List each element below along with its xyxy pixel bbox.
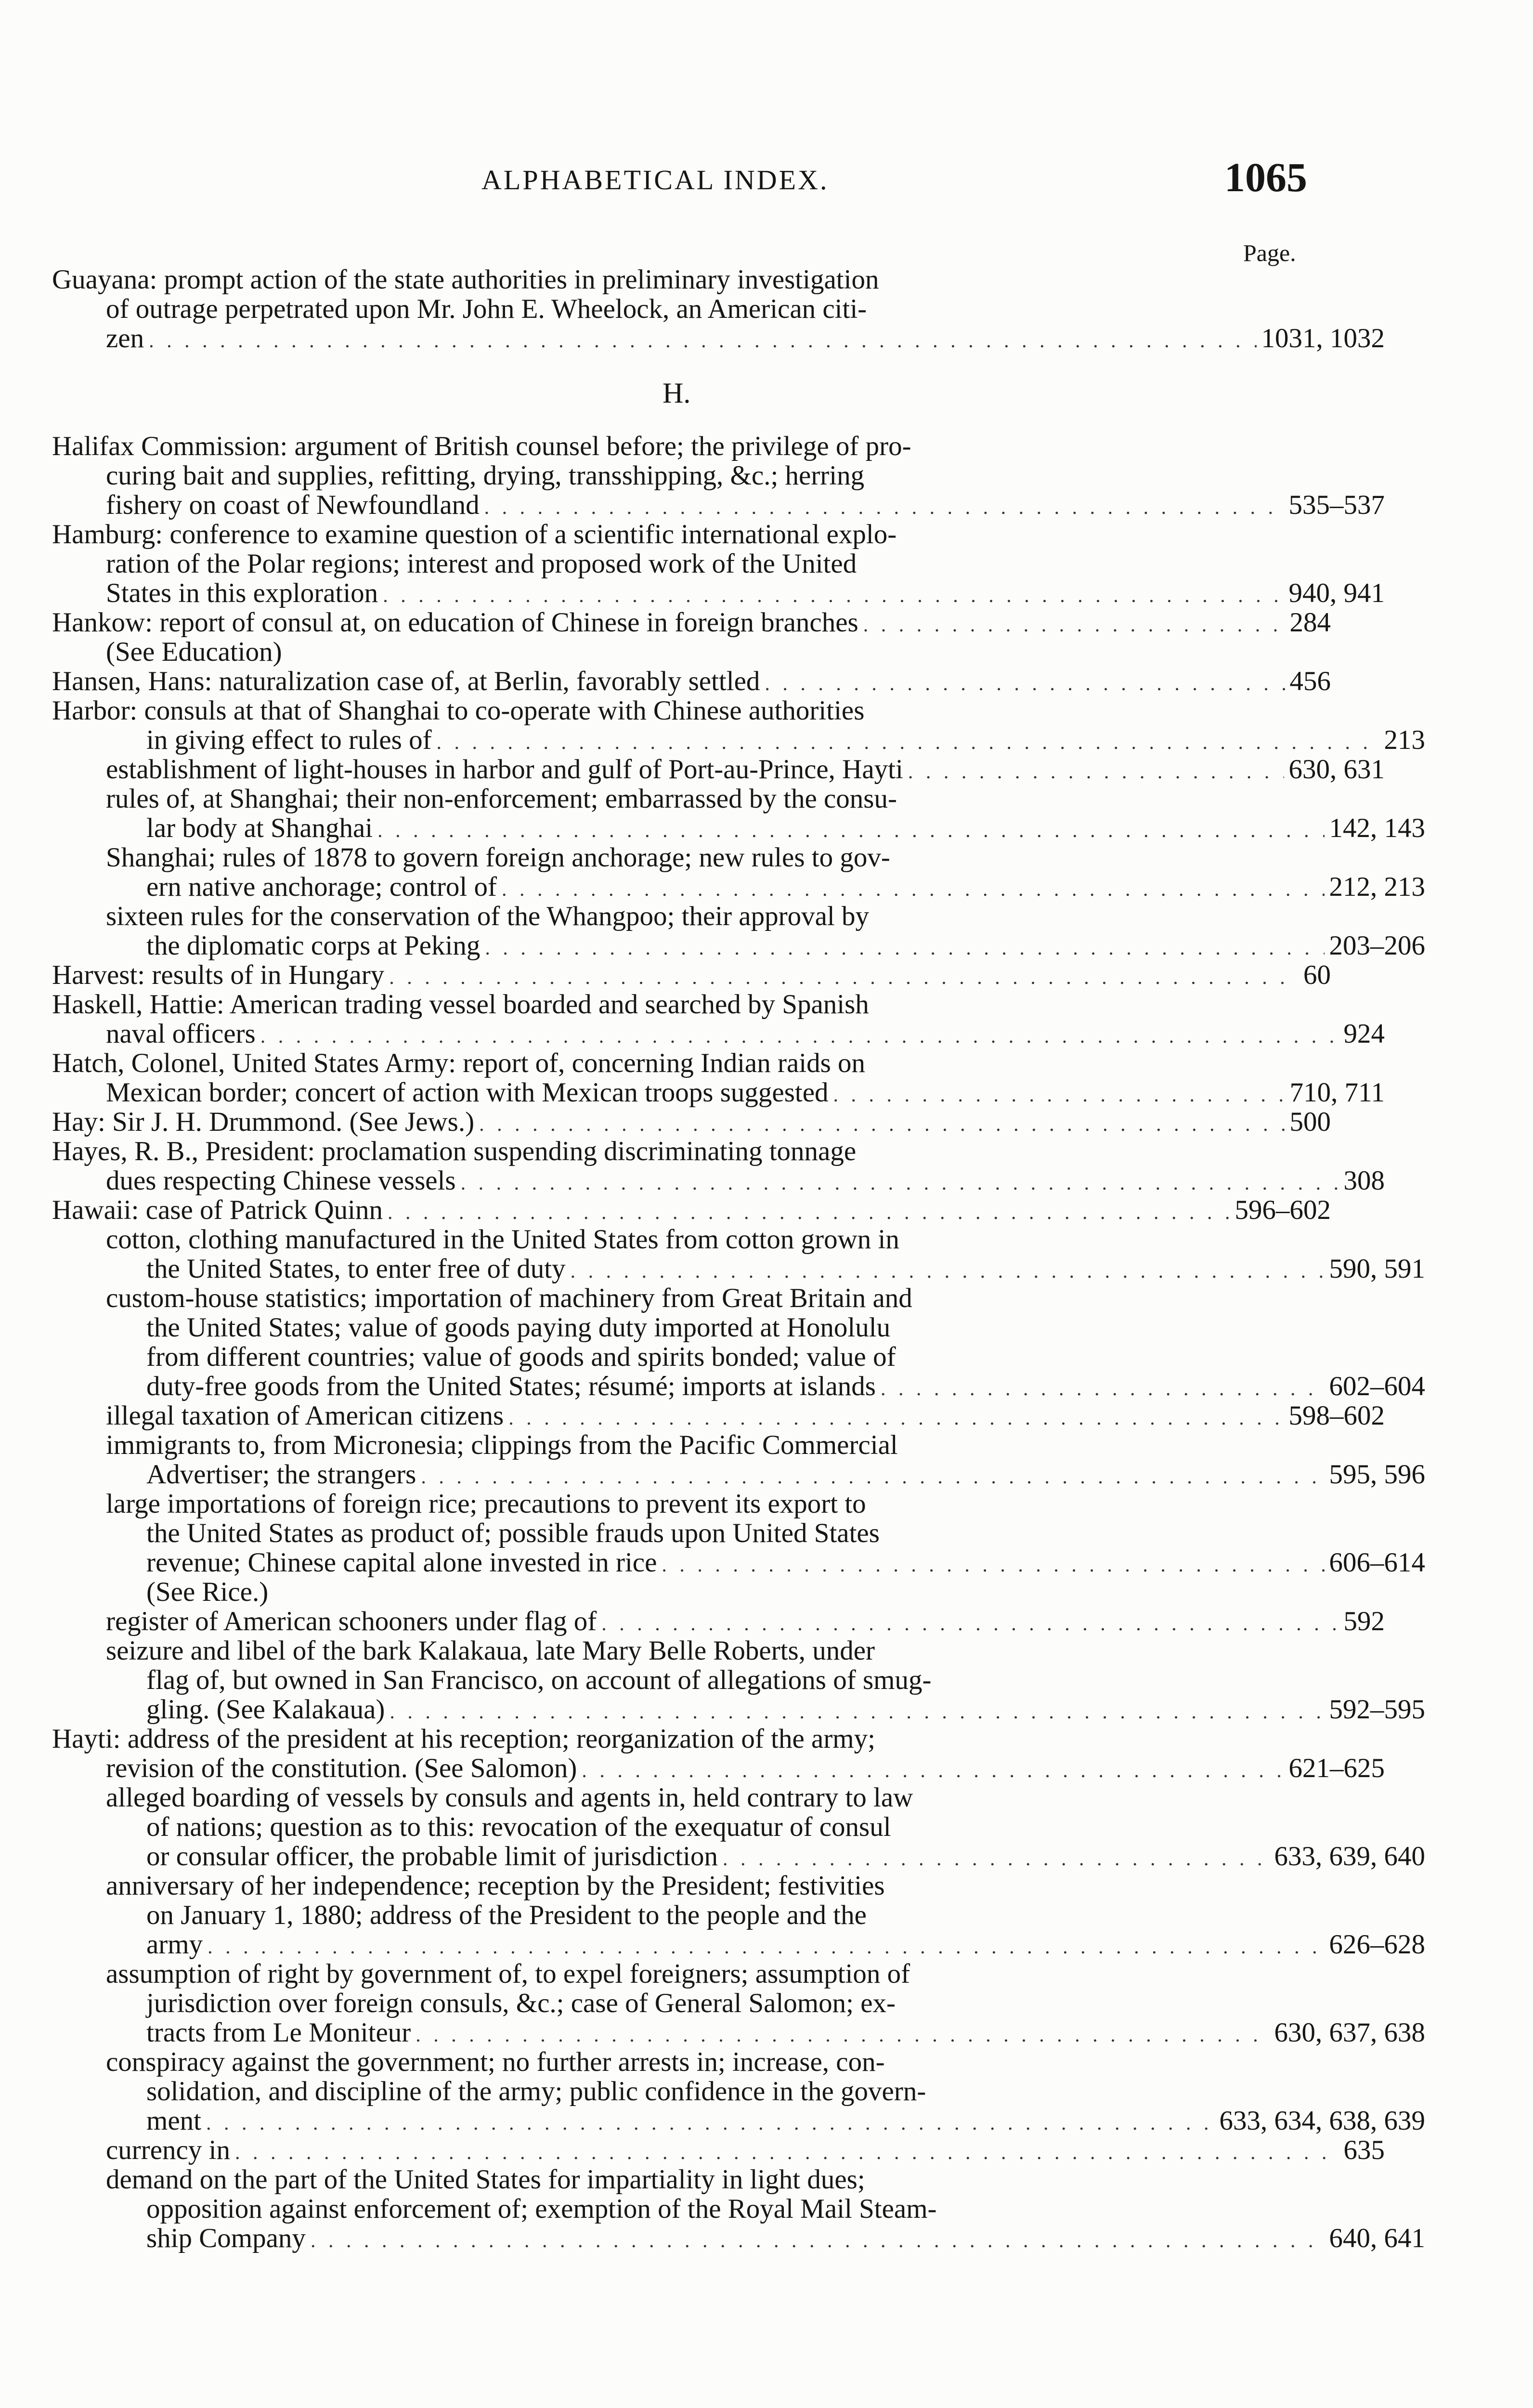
- index-line: register of American schooners under flag of . . . 592: [52, 1607, 1385, 1636]
- index-line: ment . . . 633, 634, 638, 639: [52, 2106, 1425, 2136]
- index-line: of outrage perpetrated upon Mr. John E. Wheelock, an American citi-: [106, 294, 867, 324]
- index-line: Harvest: results of in Hungary . . . 60: [52, 960, 1331, 990]
- index-line: immigrants to, from Micronesia; clippings from the Pacific Commercial: [106, 1430, 898, 1460]
- index-line: ern native anchorage; control of . . . 212, 213: [52, 872, 1425, 902]
- index-line: conspiracy against the government; no further arrests in; increase, con-: [106, 2047, 885, 2077]
- index-line: Hamburg: conference to examine question of a scientific international explo-: [52, 519, 897, 550]
- index-line: Haskell, Hattie: American trading vessel boarded and searched by Spanish: [52, 989, 869, 1020]
- index-line: of nations; question as to this: revocation of the exequatur of consul: [146, 1812, 891, 1842]
- index-line: revision of the constitution. (See Salomon) . . . 621–625: [52, 1754, 1385, 1783]
- index-line: or consular officer, the probable limit of jurisdiction . . . 633, 639, 640: [52, 1842, 1425, 1871]
- index-line: gling. (See Kalakaua) . . . 592–595: [52, 1695, 1425, 1725]
- index-line: rules of, at Shanghai; their non-enforcement; embarrassed by the consu-: [106, 784, 897, 814]
- index-line: ration of the Polar regions; interest and proposed work of the United: [106, 549, 857, 579]
- section-letter-heading: H.: [663, 377, 691, 409]
- index-line: curing bait and supplies, refitting, drying, transshipping, &c.; herring: [106, 460, 865, 491]
- index-line: sixteen rules for the conservation of the Whangpoo; their approval by: [106, 901, 869, 931]
- index-line: States in this exploration . . . 940, 941: [52, 578, 1385, 608]
- index-line: alleged boarding of vessels by consuls and agents in, held contrary to law: [106, 1782, 913, 1813]
- index-line: naval officers . . . 924: [52, 1019, 1385, 1049]
- index-line: illegal taxation of American citizens . . . 598–602: [52, 1401, 1385, 1431]
- index-line: Hankow: report of consul at, on education of Chinese in foreign branches . . . 284: [52, 608, 1331, 638]
- index-line: the United States as product of; possible frauds upon United States: [146, 1518, 880, 1548]
- index-line: Hay: Sir J. H. Drummond. (See Jews.) . . . 500: [52, 1107, 1331, 1137]
- index-line: duty-free goods from the United States; résumé; imports at islands . . . 602–604: [52, 1372, 1425, 1401]
- index-line: ship Company . . . 640, 641: [52, 2224, 1425, 2253]
- index-line: army . . . 626–628: [52, 1930, 1425, 1960]
- index-line: the diplomatic corps at Peking . . . 203–206: [52, 931, 1425, 961]
- index-line: dues respecting Chinese vessels . . . 308: [52, 1166, 1385, 1196]
- index-line: tracts from Le Moniteur . . . 630, 637, 638: [52, 2018, 1425, 2048]
- index-line: from different countries; value of goods and spirits bonded; value of: [146, 1342, 896, 1372]
- index-line: solidation, and discipline of the army; public confidence in the govern-: [146, 2076, 926, 2107]
- index-line: on January 1, 1880; address of the President to the people and the: [146, 1900, 867, 1930]
- index-line: Shanghai; rules of 1878 to govern foreign anchorage; new rules to gov-: [106, 842, 890, 873]
- index-line: Halifax Commission: argument of British counsel before; the privilege of pro-: [52, 431, 911, 461]
- index-line: flag of, but owned in San Francisco, on account of allegations of smug-: [146, 1665, 932, 1695]
- index-line: in giving effect to rules of . . . 213: [52, 725, 1425, 755]
- index-line: assumption of right by government of, to expel foreigners; assumption of: [106, 1959, 910, 1989]
- index-line: Hayti: address of the president at his reception; reorganization of the army;: [52, 1724, 875, 1754]
- index-line: seizure and libel of the bark Kalakaua, late Mary Belle Roberts, under: [106, 1636, 875, 1666]
- index-line: opposition against enforcement of; exemption of the Royal Mail Steam-: [146, 2194, 937, 2224]
- index-line: fishery on coast of Newfoundland . . . 535–537: [52, 490, 1385, 520]
- index-line: jurisdiction over foreign consuls, &c.; case of General Salomon; ex-: [146, 1988, 896, 2018]
- index-line: lar body at Shanghai . . . 142, 143: [52, 813, 1425, 843]
- running-title: ALPHABETICAL INDEX.: [481, 164, 829, 196]
- index-line: large importations of foreign rice; precautions to prevent its export to: [106, 1489, 866, 1519]
- index-line: Hawaii: case of Patrick Quinn . . . 596–602: [52, 1195, 1331, 1225]
- index-line: custom-house statistics; importation of machinery from Great Britain and: [106, 1283, 912, 1313]
- page-number: 1065: [1224, 154, 1307, 200]
- index-line: zen . . . 1031, 1032: [52, 324, 1385, 353]
- index-line: Advertiser; the strangers . . . 595, 596: [52, 1460, 1425, 1490]
- index-line: the United States, to enter free of duty . . . 590, 591: [52, 1254, 1425, 1284]
- index-line: demand on the part of the United States for impartiality in light dues;: [106, 2164, 865, 2195]
- index-line: the United States; value of goods paying duty imported at Honolulu: [146, 1312, 891, 1343]
- index-line: Hatch, Colonel, United States Army: report of, concerning Indian raids on: [52, 1048, 866, 1078]
- index-line: Guayana: prompt action of the state authorities in preliminary investigation: [52, 264, 879, 295]
- index-line: anniversary of her independence; reception by the President; festivities: [106, 1871, 885, 1901]
- index-line: establishment of light-houses in harbor and gulf of Port-au-Prince, Hayti . . . 630, 631: [52, 755, 1385, 785]
- index-line: (See Rice.): [146, 1577, 269, 1607]
- index-line: Hayes, R. B., President: proclamation suspending discriminating tonnage: [52, 1136, 857, 1166]
- index-line: Hansen, Hans: naturalization case of, at Berlin, favorably settled . . . 456: [52, 667, 1331, 696]
- index-line: (See Education): [106, 637, 282, 667]
- index-line: cotton, clothing manufactured in the United States from cotton grown in: [106, 1224, 899, 1255]
- index-line: revenue; Chinese capital alone invested in rice . . . 606–614: [52, 1548, 1425, 1578]
- page-column-label: Page.: [1243, 239, 1296, 266]
- index-line: Harbor: consuls at that of Shanghai to co-operate with Chinese authorities: [52, 695, 865, 726]
- index-line: currency in . . . 635: [52, 2135, 1385, 2165]
- index-line: Mexican border; concert of action with Mexican troops suggested . . . 710, 711: [52, 1078, 1385, 1108]
